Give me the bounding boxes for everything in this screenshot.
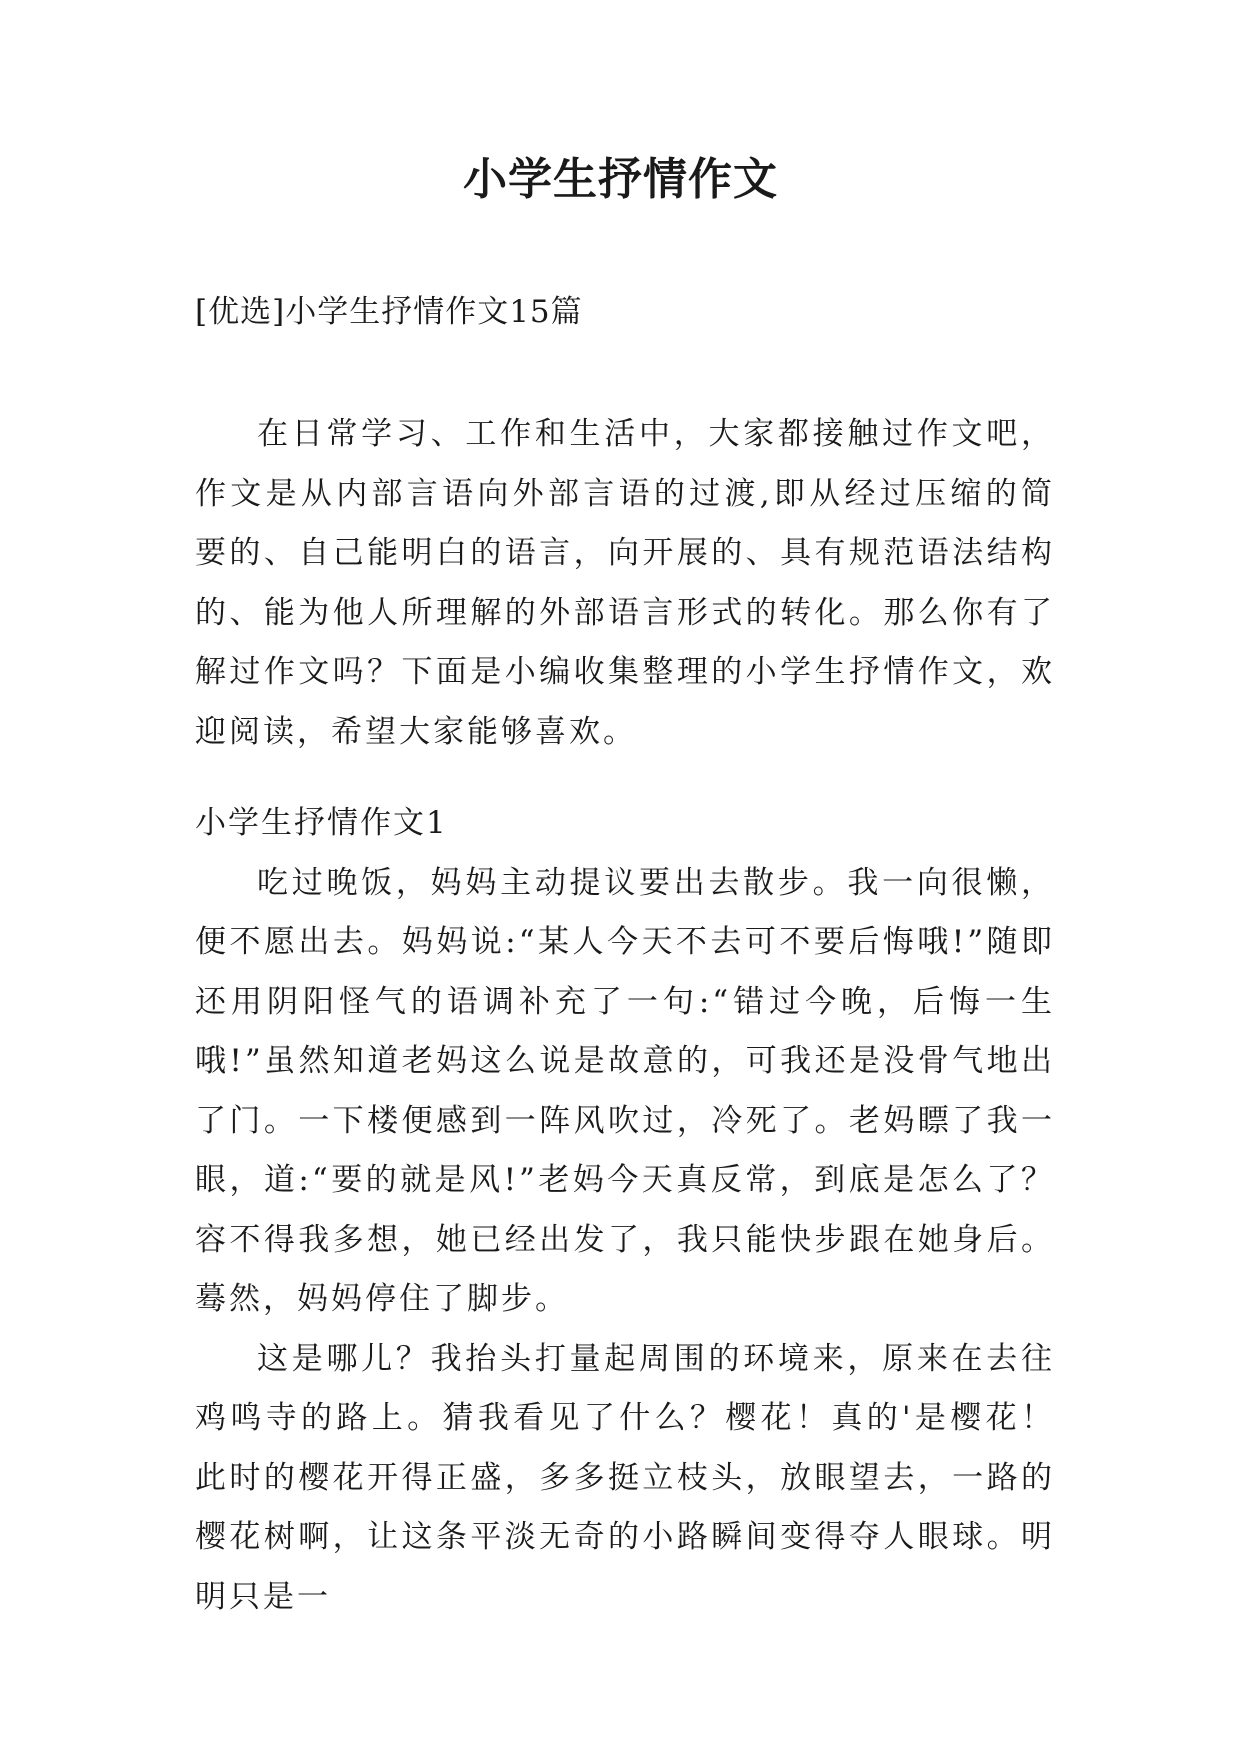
essay-section — [195, 794, 1055, 1627]
essay-paragraph: 这是哪儿？我抬头打量起周围的环境来，原来在去往鸡鸣寺的路上。猜我看见了什么？樱花！真的'是樱花！此时的樱花开得正盛，多多挺立枝头，放眼望去，一路的樱花树啊，让这条平淡无奇的小路瞬间变得夺人眼球。明明只是一 — [195, 1340, 1055, 1615]
essay-paragraph: 吃过晚饭，妈妈主动提议要出去散步。我一向很懒，便不愿出去。妈妈说:“某人今天不去可不要后悔哦!”随即还用阴阳怪气的语调补充了一句:“错过今晚，后悔一生哦!”虽然知道老妈这么说是故意的，可我还是没骨气地出了门。一下楼便感到一阵风吹过，冷死了。老妈瞟了我一眼，道:“要的就是风!”老妈今天真反常，到底是怎么了？容不得我多想，她已经出发了，我只能快步跟在她身后。蓦然，妈妈停住了脚步。 — [195, 864, 1055, 1317]
intro-paragraph: 在日常学习、工作和生活中，大家都接触过作文吧，作文是从内部言语向外部言语的过渡,即从经过压缩的简要的、自己能明白的语言，向开展的、具有规范语法结构的、能为他人所理解的外部语言形式的转化。那么你有了解过作文吗？下面是小编收集整理的小学生抒情作文，欢迎阅读，希望大家能够喜欢。 — [195, 416, 1055, 750]
essay-heading: 小学生抒情作文1 — [195, 805, 448, 841]
document-subtitle: [优选]小学生抒情作文15篇 — [195, 294, 583, 330]
document-title: 小学生抒情作文 — [463, 154, 778, 205]
intro-section — [195, 405, 1055, 762]
